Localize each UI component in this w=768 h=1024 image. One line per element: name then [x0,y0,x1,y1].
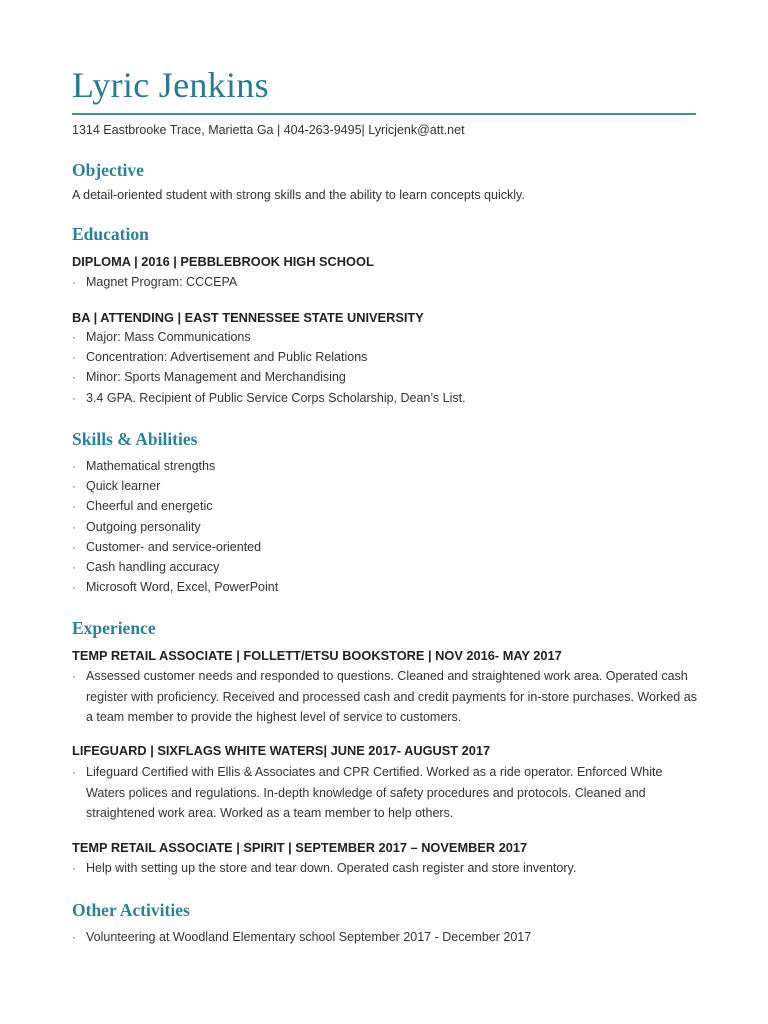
list-item: · Concentration: Advertisement and Public Relations [72,347,702,367]
education-entry-bullets [72,272,702,292]
experience-entry-title: TEMP RETAIL ASSOCIATE | SPIRIT | SEPTEMBER 2017 – NOVEMBER 2017 [72,840,528,855]
list-item: · Volunteering at Woodland Elementary school September 2017 - December 2017 [72,927,702,947]
experience-entry-bullets [72,762,697,824]
skills-list [72,456,702,597]
bullet-icon: · [72,580,76,595]
list-item: · Magnet Program: CCCEPA [72,272,702,292]
contact-info: 1314 Eastbrooke Trace, Marietta Ga | 404-263-9495| Lyricjenk@att.net [72,123,465,137]
bullet-icon: · [72,390,76,405]
bullet-icon: · [72,861,76,875]
list-item: · Outgoing personality [72,517,702,537]
list-item: · Microsoft Word, Excel, PowerPoint [72,577,702,597]
experience-entry-bullets [72,858,702,878]
resume-name: Lyric Jenkins [72,65,269,105]
other-activities-heading: Other Activities [72,900,190,920]
bullet-icon: · [72,330,76,344]
list-item: · Minor: Sports Management and Merchandising [72,367,702,387]
education-entry-title: BA | ATTENDING | EAST TENNESSEE STATE UNIVERSITY [72,310,424,325]
bullet-icon: · [72,930,76,944]
education-heading: Education [72,224,149,244]
education-entry-bullets [72,327,702,408]
bullet-icon: · [72,519,76,534]
bullet-icon: · [72,459,76,473]
bullet-icon: · [72,370,76,385]
list-item: · Lifeguard Certified with Ellis & Associates and CPR Certified. Worked as a ride operator. Enforced White Waters polices and regulations. In-depth knowledge of safety procedures and protocols. Cleaned and straightened work area. Worked as a team member to help others. [72,762,697,824]
bullet-icon: · [72,479,76,494]
bullet-icon: · [72,499,76,514]
list-item: · Help with setting up the store and tear down. Operated cash register and store inventory. [72,858,702,878]
list-item: · Mathematical strengths [72,456,702,476]
list-item: · Quick learner [72,476,702,496]
education-entry-title: DIPLOMA | 2016 | PEBBLEBROOK HIGH SCHOOL [72,254,374,269]
bullet-icon: · [72,539,76,554]
bullet-icon: · [72,560,76,575]
list-item: · Major: Mass Communications [72,327,702,347]
list-item: · Cash handling accuracy [72,557,702,577]
bullet-icon: · [72,765,76,779]
experience-entry-title: TEMP RETAIL ASSOCIATE | FOLLETT/ETSU BOOKSTORE | NOV 2016- MAY 2017 [72,648,562,663]
experience-entry-title: LIFEGUARD | SIXFLAGS WHITE WATERS| JUNE 2017- AUGUST 2017 [72,743,491,758]
bullet-icon: · [72,350,76,365]
list-item: · Assessed customer needs and responded to questions. Cleaned and straightened work area. Operated cash register with proficiency. Received and processed cash and credit payments for in-store purchases. Worked as a team member to provide the highest level of service to customers. [72,666,697,728]
list-item: · Customer- and service-oriented [72,537,702,557]
experience-heading: Experience [72,618,156,638]
header-divider [72,113,696,115]
bullet-icon: · [72,669,76,683]
experience-entry-bullets [72,666,697,728]
objective-text: A detail-oriented student with strong skills and the ability to learn concepts quickly. [72,188,525,202]
list-item: · 3.4 GPA. Recipient of Public Service Corps Scholarship, Dean’s List. [72,388,702,408]
skills-heading: Skills & Abilities [72,429,198,449]
objective-heading: Objective [72,160,144,180]
bullet-icon: · [72,275,76,289]
other-activities-list [72,927,702,947]
list-item: · Cheerful and energetic [72,496,702,516]
